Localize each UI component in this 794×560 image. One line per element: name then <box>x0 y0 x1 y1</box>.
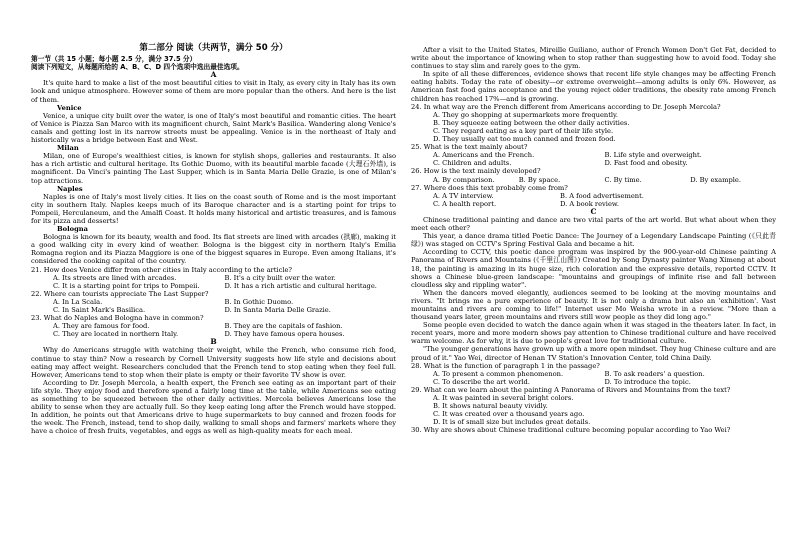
option[interactable]: A. They go shopping at supermarkets more frequently. <box>433 110 619 119</box>
city-text: Bologna is known for its beauty, wealth and food. Its flat streets are lined with arcades (拱廊), making it a good walking city in every kind of weather. Bologna is the biggest city in northern Italy's Emilia Romagna region and its Piazza Maggiore is one of the biggest squares in Europe. Even among Italians, it's considered the cooking capital of the country. <box>31 233 396 266</box>
passage-b-paragraph: Why do Americans struggle with watching their weight, while the French, who consume rich food, continue to stay thin? Now a research by Cornell University suggests how life style and decisions about eating may affect weight. Researchers concluded that the French tend to stop eating when they feel full. However, Americans tend to stop when their plate is empty or their favorite TV show is over. <box>31 346 396 379</box>
passage-c-paragraph: Some people even decided to watch the dance again when it was staged in the theaters later. In fact, in recent years, more and more modern shows pay attention to Chinese traditional culture and have received warm welcome. As for why, it is due to people's great love for traditional culture. <box>411 321 776 346</box>
city-name: Naples <box>57 184 83 193</box>
passage-b-paragraph: After a visit to the United States, Mireille Guiliano, author of French Women Don't Get Fat, decided to write about the importance of knowing when to stop rather than suggesting how to avoid food. Today she continues to stay slim and rarely goes to the gym. <box>411 46 776 71</box>
passage-c-label: C <box>590 206 597 216</box>
option[interactable]: D. By example. <box>690 175 742 184</box>
option[interactable]: D. They have famous opera houses. <box>224 330 345 339</box>
question-stem: 21. How does Venice differ from other cities in Italy according to the article? <box>31 265 293 274</box>
question-options <box>31 298 396 314</box>
instruction: 阅读下列短文，从每题所给的 A、B、C、D 四个选项中选出最佳选项。 <box>31 63 244 72</box>
passage-a-intro: It's quite hard to make a list of the most beautiful cities to visit in Italy, as every city in Italy has its own look and unique atmosphere. However some of them are more popular than the others. And here is the list of them. <box>31 79 396 104</box>
option[interactable]: D. In Santa Maria Delle Grazie. <box>224 306 331 314</box>
city-name: Milan <box>57 144 79 153</box>
option[interactable]: B. A food advertisement. <box>560 191 644 200</box>
question-options <box>411 176 776 184</box>
passage-b-label: B <box>210 337 217 347</box>
option[interactable]: C. In Saint Mark's Basilica. <box>53 306 146 314</box>
option[interactable]: D. A book review. <box>560 199 619 208</box>
question-options <box>31 322 396 338</box>
question-stem: 26. How is the text mainly developed? <box>411 167 541 176</box>
part-title: 第二部分 阅读（共两节，满分 50 分） <box>139 43 288 53</box>
option[interactable]: B. It's a city built over the water. <box>224 273 336 282</box>
option[interactable]: A. They are famous for food. <box>53 322 150 331</box>
question-stem: 23. What do Naples and Bologna have in common? <box>31 314 204 323</box>
question-options <box>411 111 776 143</box>
option[interactable]: A. By comparison. <box>433 175 495 184</box>
passage-c-paragraph: Chinese traditional painting and dance are two vital parts of the art world. But what about when they meet each other? <box>411 215 776 233</box>
city-name: Bologna <box>57 225 88 234</box>
option[interactable]: B. In Gothic Duomo. <box>224 297 294 306</box>
option[interactable]: B. They are the capitals of fashion. <box>224 322 343 331</box>
option[interactable]: B. They squeeze eating between the other daily activities. <box>433 118 630 127</box>
city-text: Naples is one of Italy's most lively cities. It lies on the coast south of Rome and is the most important city in southern Italy. Naples keeps much of its Baroque character and is a starting point for trips to Pompeii, Herculaneum, and the Amalfi Coast. It holds many historical and artistic treasures, and is famous for its pizza and desserts! <box>31 192 396 225</box>
passage-c-paragraph: This year, a dance drama titled Poetic Dance: The Journey of a Legendary Landscape Painting (《只此青绿》) was staged on CCTV's Spring Festival Gala and became a hit. <box>411 232 776 249</box>
passage-b-paragraph: In spite of all these differences, evidence shows that recent life style changes may be affecting French eating habits. Today the rate of obesity—or extreme overweight—among adults is only 6%. However, as American fast food gains acceptance and the young reject older traditions, the obesity rate among French children has reached 17%—and is growing. <box>411 70 776 103</box>
option[interactable]: A. To present a common phenomenon. <box>433 369 564 378</box>
city-name: Venice <box>57 103 82 112</box>
question-options <box>411 192 776 208</box>
option[interactable]: B. To ask readers' a question. <box>604 369 705 378</box>
question-options <box>31 274 396 290</box>
option[interactable]: C. Children and adults. <box>433 159 512 168</box>
question-stem: 29. What can we learn about the painting A Panorama of Rivers and Mountains from the text? <box>411 385 731 394</box>
option[interactable]: B. By space. <box>518 175 561 184</box>
option[interactable]: C. A health report. <box>433 199 497 208</box>
option[interactable]: A. It was painted in several bright colors. <box>433 394 574 403</box>
question-options <box>411 394 776 426</box>
option[interactable]: C. To describe the art world. <box>433 377 530 386</box>
city-text: Venice, a unique city built over the water, is one of Italy's most beautiful and romantic cities. The heart of Venice is Piazza San Marco with its magnificent church, Saint Mark's Basilica. Wandering along Venice's canals and getting lost in its narrow streets must be appealing. Venice is in the northeast of Italy and historically was a bridge between East and West. <box>31 111 396 145</box>
option[interactable]: A. A TV interview. <box>433 191 494 200</box>
left-column <box>31 44 396 436</box>
option[interactable]: C. They are located in northern Italy. <box>53 330 179 339</box>
question-stem: 28. What is the function of paragraph 1 in the passage? <box>411 361 600 370</box>
question-options <box>411 151 776 167</box>
question-stem: 30. Why are shows about Chinese traditional culture becoming popular according to Yao Wei? <box>411 426 731 435</box>
option[interactable]: C. By time. <box>604 175 642 184</box>
option[interactable]: D. It is of small size but includes great details. <box>433 418 591 427</box>
question-options <box>411 370 776 386</box>
option[interactable]: C. It is a starting point for trips to Pompeii. <box>53 281 200 290</box>
option[interactable]: D. Fast food and obesity. <box>604 159 688 168</box>
option[interactable]: D. To introduce the topic. <box>604 377 691 386</box>
option[interactable]: B. It shows natural beauty vividly. <box>433 402 548 411</box>
passage-b-paragraph: According to Dr. Joseph Mercola, a health expert, the French see eating as an important part of their life style. They enjoy food and therefore spend a fairly long time at the table, while Americans see eating as something to be squeezed between the other daily activities. Mercola believes Americans lose the ability to sense when they are actually full. So they keep eating long after the French would have stopped. In addition, he points out that Americans drive to huge supermarkets to buy canned and frozen foods for the week. The French, instead, tend to shop daily, walking to small shops and farmers' markets where they have a choice of fresh fruits, vegetables, and eggs as well as high-quality meats for each meal. <box>31 378 396 436</box>
question-stem: 22. Where can tourists appreciate The Last Supper? <box>31 289 209 298</box>
question-stem: 27. Where does this text probably come from? <box>411 183 568 192</box>
option[interactable]: C. It was created over a thousand years ago. <box>433 410 585 419</box>
option[interactable]: B. Life style and overweight. <box>604 151 702 160</box>
passage-a-label: A <box>210 70 217 80</box>
question-stem: 24. In what way are the French different from Americans according to Dr. Joseph Mercola? <box>411 102 721 111</box>
option[interactable]: A. Americans and the French. <box>433 151 535 160</box>
option[interactable]: C. They regard eating as a key part of their life style. <box>433 126 614 135</box>
right-column <box>411 46 776 435</box>
passage-c-paragraph: "The younger generations have grown up with a more open mindset. They hug Chinese culture and are proud of it." Yao Wei, director of Henan TV Station's Innovation Center, told China Daily. <box>411 345 776 362</box>
section-title: 第一节（共 15 小题；每小题 2.5 分，满分 37.5 分） <box>31 55 197 64</box>
city-text: Milan, one of Europe's wealthiest cities, is known for stylish shops, galleries and restaurants. It also has a rich artistic and cultural heritage. Its Gothic Duomo, with its beautiful marble facade (大理石外墙), is magnificent. Da Vinci's painting The Last Supper, which is in Santa Maria Delle Grazie, is one of Milan's top attractions. <box>31 152 396 185</box>
passage-c-paragraph: When the dancers moved elegantly, audiences seemed to be looking at the moving mountains and rivers. "It brings me a pure experience of beauty. It is not only a drama but also an 'exhibition'. Vast mountains and rivers are coming to life!" Internet user Mo Weisha wrote in a review. "More than a thousand years later, green mountains and rivers still wow people as they did long ago." <box>411 288 776 322</box>
option[interactable]: A. In La Scala. <box>53 297 103 306</box>
option[interactable]: D. They usually eat too much canned and frozen food. <box>433 135 616 144</box>
passage-c-paragraph: According to CCTV, this poetic dance program was inspired by the 900-year-old Chinese painting A Panorama of Rivers and Mountains (《千里江山图》) Created by Song Dynasty painter Wang Ximeng at about 18, the painting is amazing in its huge size, rich coloration and the expressive details, reported CCTV. It shows a Chinese blue-green landscape: "mountains and groupings of infinite rise and fall between cloudless sky and rippling water". <box>411 248 776 289</box>
option[interactable]: A. Its streets are lined with arcades. <box>53 273 177 282</box>
option[interactable]: D. It has a rich artistic and cultural heritage. <box>224 281 377 290</box>
question-stem: 25. What is the text mainly about? <box>411 143 528 152</box>
